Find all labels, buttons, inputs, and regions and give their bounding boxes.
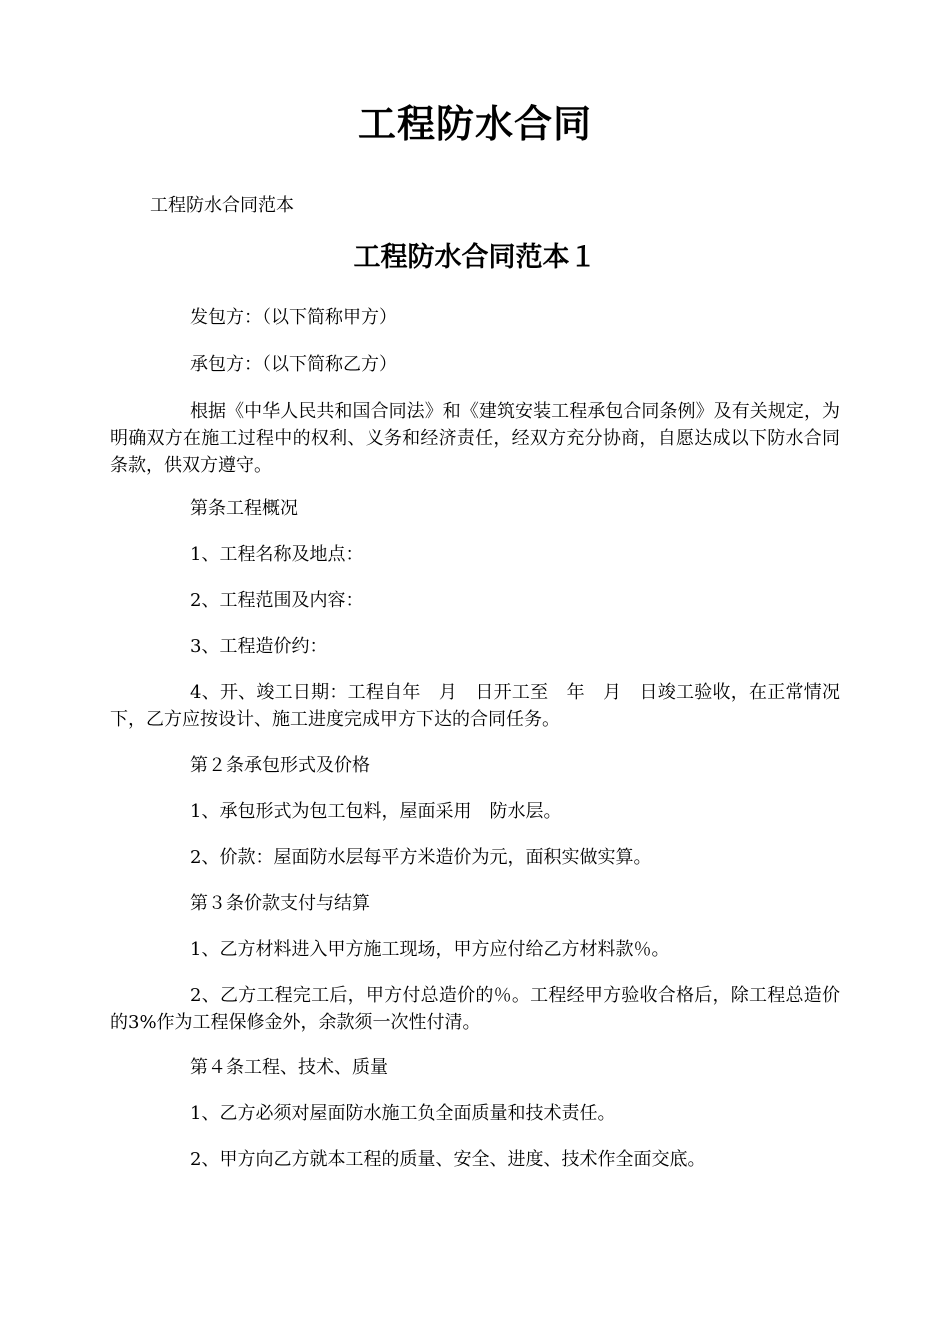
party-b-line: 承包方：（以下简称乙方） xyxy=(190,354,397,375)
article-3-item-1: 1、乙方材料进入甲方施工现场，甲方应付给乙方材料款％。 xyxy=(190,939,670,960)
document-subtitle: 工程防水合同范本 xyxy=(150,195,294,216)
article-2-heading: 第２条承包形式及价格 xyxy=(190,755,370,776)
preamble-paragraph: 根据《中华人民共和国合同法》和《建筑安装工程承包合同条例》及有关规定，为明确双方在施工过程中的权利、义务和经济责任，经双方充分协商，自愿达成以下防水合同条款，供双方遵守。 xyxy=(110,401,840,476)
article-2-item-2: 2、价款：屋面防水层每平方米造价为元，面积实做实算。 xyxy=(190,847,652,868)
article-1-item-4: 4、开、竣工日期：工程自年 月 日开工至 年 月 日竣工验收，在正常情况下，乙方应按设计、施工进度完成甲方下达的合同任务。 xyxy=(110,682,840,730)
document-title: 工程防水合同 xyxy=(357,102,592,146)
article-3-item-2: 2、乙方工程完工后，甲方付总造价的％。工程经甲方验收合格后，除工程总造价的3%作为工程保修金外，余款须一次性付清。 xyxy=(110,985,840,1033)
article-2-item-1: 1、承包形式为包工包料，屋面采用 防水层。 xyxy=(190,801,562,822)
article-1-item-3: 3、工程造价约： xyxy=(190,636,328,657)
article-1-item-1: 1、工程名称及地点： xyxy=(190,544,364,565)
article-4-heading: 第４条工程、技术、质量 xyxy=(190,1057,388,1078)
article-4-item-1: 1、乙方必须对屋面防水施工负全面质量和技术责任。 xyxy=(190,1103,616,1124)
article-1-item-2: 2、工程范围及内容： xyxy=(190,590,364,611)
article-3-heading: 第３条价款支付与结算 xyxy=(190,893,370,914)
party-a-line: 发包方：（以下简称甲方） xyxy=(190,307,397,328)
article-1-heading: 第条工程概况 xyxy=(190,498,298,519)
section-title: 工程防水合同范本１ xyxy=(353,242,597,273)
article-4-item-2: 2、甲方向乙方就本工程的质量、安全、进度、技术作全面交底。 xyxy=(190,1149,706,1170)
